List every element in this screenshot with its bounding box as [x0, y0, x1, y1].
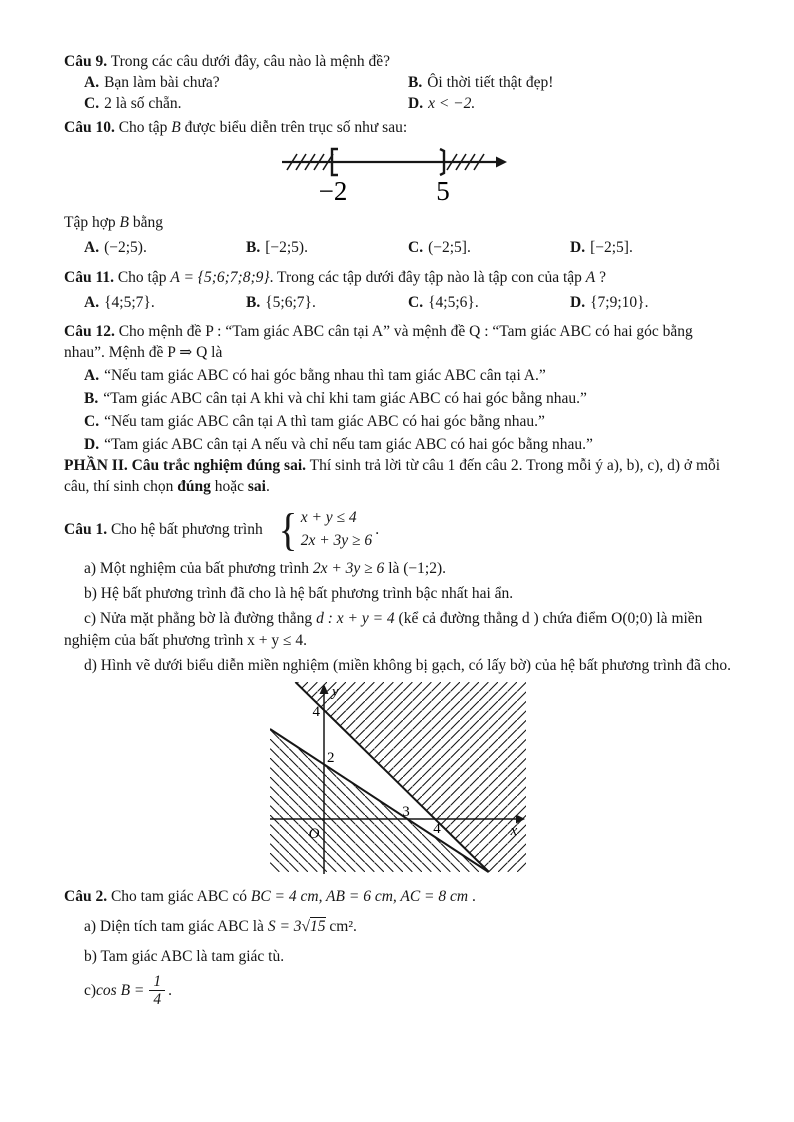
option-text: Ôi thời tiết thật đẹp!	[427, 74, 554, 92]
question-11-text: Cho tập	[117, 268, 171, 286]
question-12-text: Cho mệnh đề P : “Tam giác ABC cân tại A” và mệnh đề Q : “Tam giác ABC có hai góc bằng nhau”. Mệnh đề P ⇒ Q là	[64, 322, 693, 361]
option-letter: C.	[84, 95, 100, 113]
q10-option-b	[246, 237, 408, 258]
y-tick-2: 2	[327, 749, 335, 766]
item-text: là (−1;2).	[384, 560, 446, 578]
part2-instructions: Thí sinh trả lời từ câu 1 đến câu 2. Trong mỗi ý a), b), c), d) ở mỗi câu, thí sinh chọn	[64, 457, 721, 496]
y-axis-label: y	[332, 683, 339, 700]
q10-below-text	[64, 212, 732, 233]
item-text: a) Diện tích tam giác ABC là	[84, 917, 268, 935]
question-9-text: Trong các câu dưới đây, câu nào là mệnh đề?	[110, 53, 390, 70]
c2-item-b	[64, 946, 732, 967]
question-11-text: ?	[595, 268, 606, 286]
option-text: “Tam giác ABC cân tại A nếu và chỉ nếu tam giác ABC có hai góc bằng nhau.”	[104, 436, 593, 454]
region-graph-figure	[64, 682, 732, 880]
part2-keyword-false: sai	[247, 478, 266, 496]
option-letter: D.	[570, 293, 586, 311]
question-10	[64, 117, 732, 138]
q9-option-c	[84, 93, 408, 114]
q10-option-a	[84, 237, 246, 258]
area-formula: S = 3√	[267, 917, 311, 935]
option-letter: A.	[84, 239, 100, 257]
cosine-formula: cos B =	[96, 982, 145, 1000]
question-12-label: Câu 12.	[64, 322, 115, 340]
option-letter: D.	[408, 95, 424, 113]
option-letter: B.	[408, 74, 423, 92]
option-letter: A.	[84, 366, 100, 384]
q11-option-c	[408, 292, 570, 313]
q11-option-d	[570, 292, 732, 313]
c1-item-a	[64, 558, 732, 579]
fraction	[149, 973, 165, 1009]
item-text: c)	[84, 982, 97, 1000]
question-10-text: Cho tập	[118, 119, 172, 137]
item-formula: 2x + 3y ≥ 6	[312, 560, 385, 578]
option-text: [−2;5].	[590, 239, 633, 257]
option-text: “Nếu tam giác ABC có hai góc bằng nhau thì tam giác ABC cân tại A.”	[104, 366, 546, 384]
q9-options-row-1	[64, 72, 732, 93]
option-letter: C.	[408, 293, 424, 311]
question-12	[64, 321, 732, 363]
x-axis-label: x	[510, 822, 518, 839]
origin-label: O	[308, 825, 320, 842]
set-symbol: B	[171, 119, 181, 137]
inequality-1: x + y ≤ 4	[300, 509, 357, 527]
question-1-text: Cho hệ bất phương trình	[107, 521, 267, 539]
option-letter: D.	[84, 436, 100, 454]
q9-option-b	[408, 72, 732, 93]
option-text: (−2;5).	[104, 239, 147, 257]
question-10-label: Câu 10.	[64, 119, 115, 137]
inequality-system	[301, 507, 372, 552]
q11-option-b	[246, 292, 408, 313]
period: .	[375, 521, 380, 539]
q11-options-row	[64, 292, 732, 313]
q12-option-d	[64, 434, 732, 455]
y-tick-4: 4	[312, 703, 320, 720]
region-graph-svg	[270, 682, 526, 874]
question-2-text: Cho tam giác ABC có	[110, 887, 251, 905]
question-2-part2	[64, 886, 732, 907]
item-text: cm².	[325, 917, 357, 935]
numberline-figure	[64, 142, 732, 212]
c2-item-a	[64, 916, 732, 937]
set-symbol: B	[119, 214, 130, 232]
item-text: c) Nửa mặt phẳng bờ là đường thẳng	[84, 610, 317, 628]
question-11-label: Câu 11.	[64, 268, 114, 286]
x-tick-4: 4	[433, 820, 441, 837]
q9-options-row-2	[64, 93, 732, 114]
question-11	[64, 267, 732, 288]
q10-option-d	[570, 237, 732, 258]
option-text: {4;5;6}.	[428, 293, 479, 311]
option-text: “Nếu tam giác ABC cân tại A thì tam giác ABC có hai góc bằng nhau.”	[104, 413, 545, 431]
question-2-label: Câu 2.	[64, 887, 108, 905]
triangle-sides: BC = 4 cm, AB = 6 cm, AC = 8 cm	[250, 887, 469, 905]
option-letter: B.	[84, 389, 99, 407]
fraction-numerator: 1	[153, 972, 162, 990]
option-text: {5;6;7}.	[265, 293, 316, 311]
option-letter: B.	[246, 293, 261, 311]
q10-options-row	[64, 237, 732, 258]
q11-option-a	[84, 292, 246, 313]
part2-header	[64, 455, 732, 497]
item-text: b) Hệ bất phương trình đã cho là hệ bất phương trình bậc nhất hai ẩn.	[84, 585, 514, 603]
option-letter: C.	[84, 413, 100, 431]
q12-option-b	[64, 388, 732, 409]
question-1-label: Câu 1.	[64, 521, 108, 539]
numberline-right-label: 5	[436, 176, 450, 207]
question-10-text: được biểu diễn trên trục số như sau:	[180, 119, 408, 137]
option-text: “Tam giác ABC cân tại A khi và chỉ khi tam giác ABC có hai góc bằng nhau.”	[103, 389, 587, 407]
question-11-text: . Trong các tập dưới đây tập nào là tập con của tập	[269, 268, 586, 286]
option-text: 2 là số chẵn.	[104, 95, 182, 113]
option-letter: D.	[570, 239, 586, 257]
item-text: d) Hình vẽ dưới biểu diễn miền nghiệm (miền không bị gạch, có lấy bờ) của hệ bất phương trình đã cho.	[84, 656, 732, 674]
part2-keyword-true: đúng	[177, 478, 211, 496]
question-9	[64, 51, 732, 72]
option-text: x < −2.	[428, 95, 476, 113]
option-text: {4;5;7}.	[104, 293, 155, 311]
c2-item-c	[64, 973, 732, 1009]
fraction-denominator: 4	[149, 990, 165, 1008]
text: Tập hợp	[64, 214, 120, 232]
item-text: (kể cả đường thẳng d ) chứa điểm O(0;0) là miền nghiệm của bất phương trình x + y ≤ 4.	[64, 610, 703, 649]
q10-option-c	[408, 237, 570, 258]
set-definition: A = {5;6;7;8;9}	[170, 268, 270, 286]
numberline-left-label: −2	[318, 176, 348, 207]
option-letter: B.	[246, 239, 261, 257]
option-letter: A.	[84, 74, 100, 92]
option-text: Bạn làm bài chưa?	[104, 74, 220, 92]
c1-item-d	[64, 655, 732, 676]
item-text: a) Một nghiệm của bất phương trình	[84, 560, 313, 578]
text: bằng	[129, 214, 164, 232]
radicand: 15	[310, 917, 326, 935]
option-text: (−2;5].	[428, 239, 471, 257]
question-2-text: .	[468, 887, 476, 905]
question-1-part2	[64, 504, 732, 556]
c1-item-b	[64, 583, 732, 604]
q9-option-a	[84, 72, 408, 93]
option-text: [−2;5).	[265, 239, 308, 257]
numberline-svg	[280, 142, 516, 206]
part2-title: PHẦN II. Câu trắc nghiệm đúng sai.	[64, 457, 306, 475]
item-formula: d : x + y = 4	[316, 610, 395, 628]
c1-item-c	[64, 608, 732, 650]
option-letter: A.	[84, 293, 100, 311]
q12-option-c	[64, 411, 732, 432]
q9-option-d	[408, 93, 732, 114]
numberline-arrow-icon	[496, 157, 507, 168]
inequality-2: 2x + 3y ≥ 6	[300, 531, 373, 549]
part2-instructions: hoặc	[210, 478, 248, 496]
q12-option-a	[64, 365, 732, 386]
option-text: {7;9;10}.	[590, 293, 649, 311]
item-text: .	[168, 982, 173, 1000]
option-letter: C.	[408, 239, 424, 257]
set-symbol: A	[585, 268, 596, 286]
item-text: b) Tam giác ABC là tam giác tù.	[84, 947, 285, 965]
system-brace: {	[278, 504, 298, 556]
x-tick-3: 3	[402, 803, 410, 820]
part2-instructions: .	[265, 478, 270, 496]
question-9-label: Câu 9.	[64, 53, 108, 70]
